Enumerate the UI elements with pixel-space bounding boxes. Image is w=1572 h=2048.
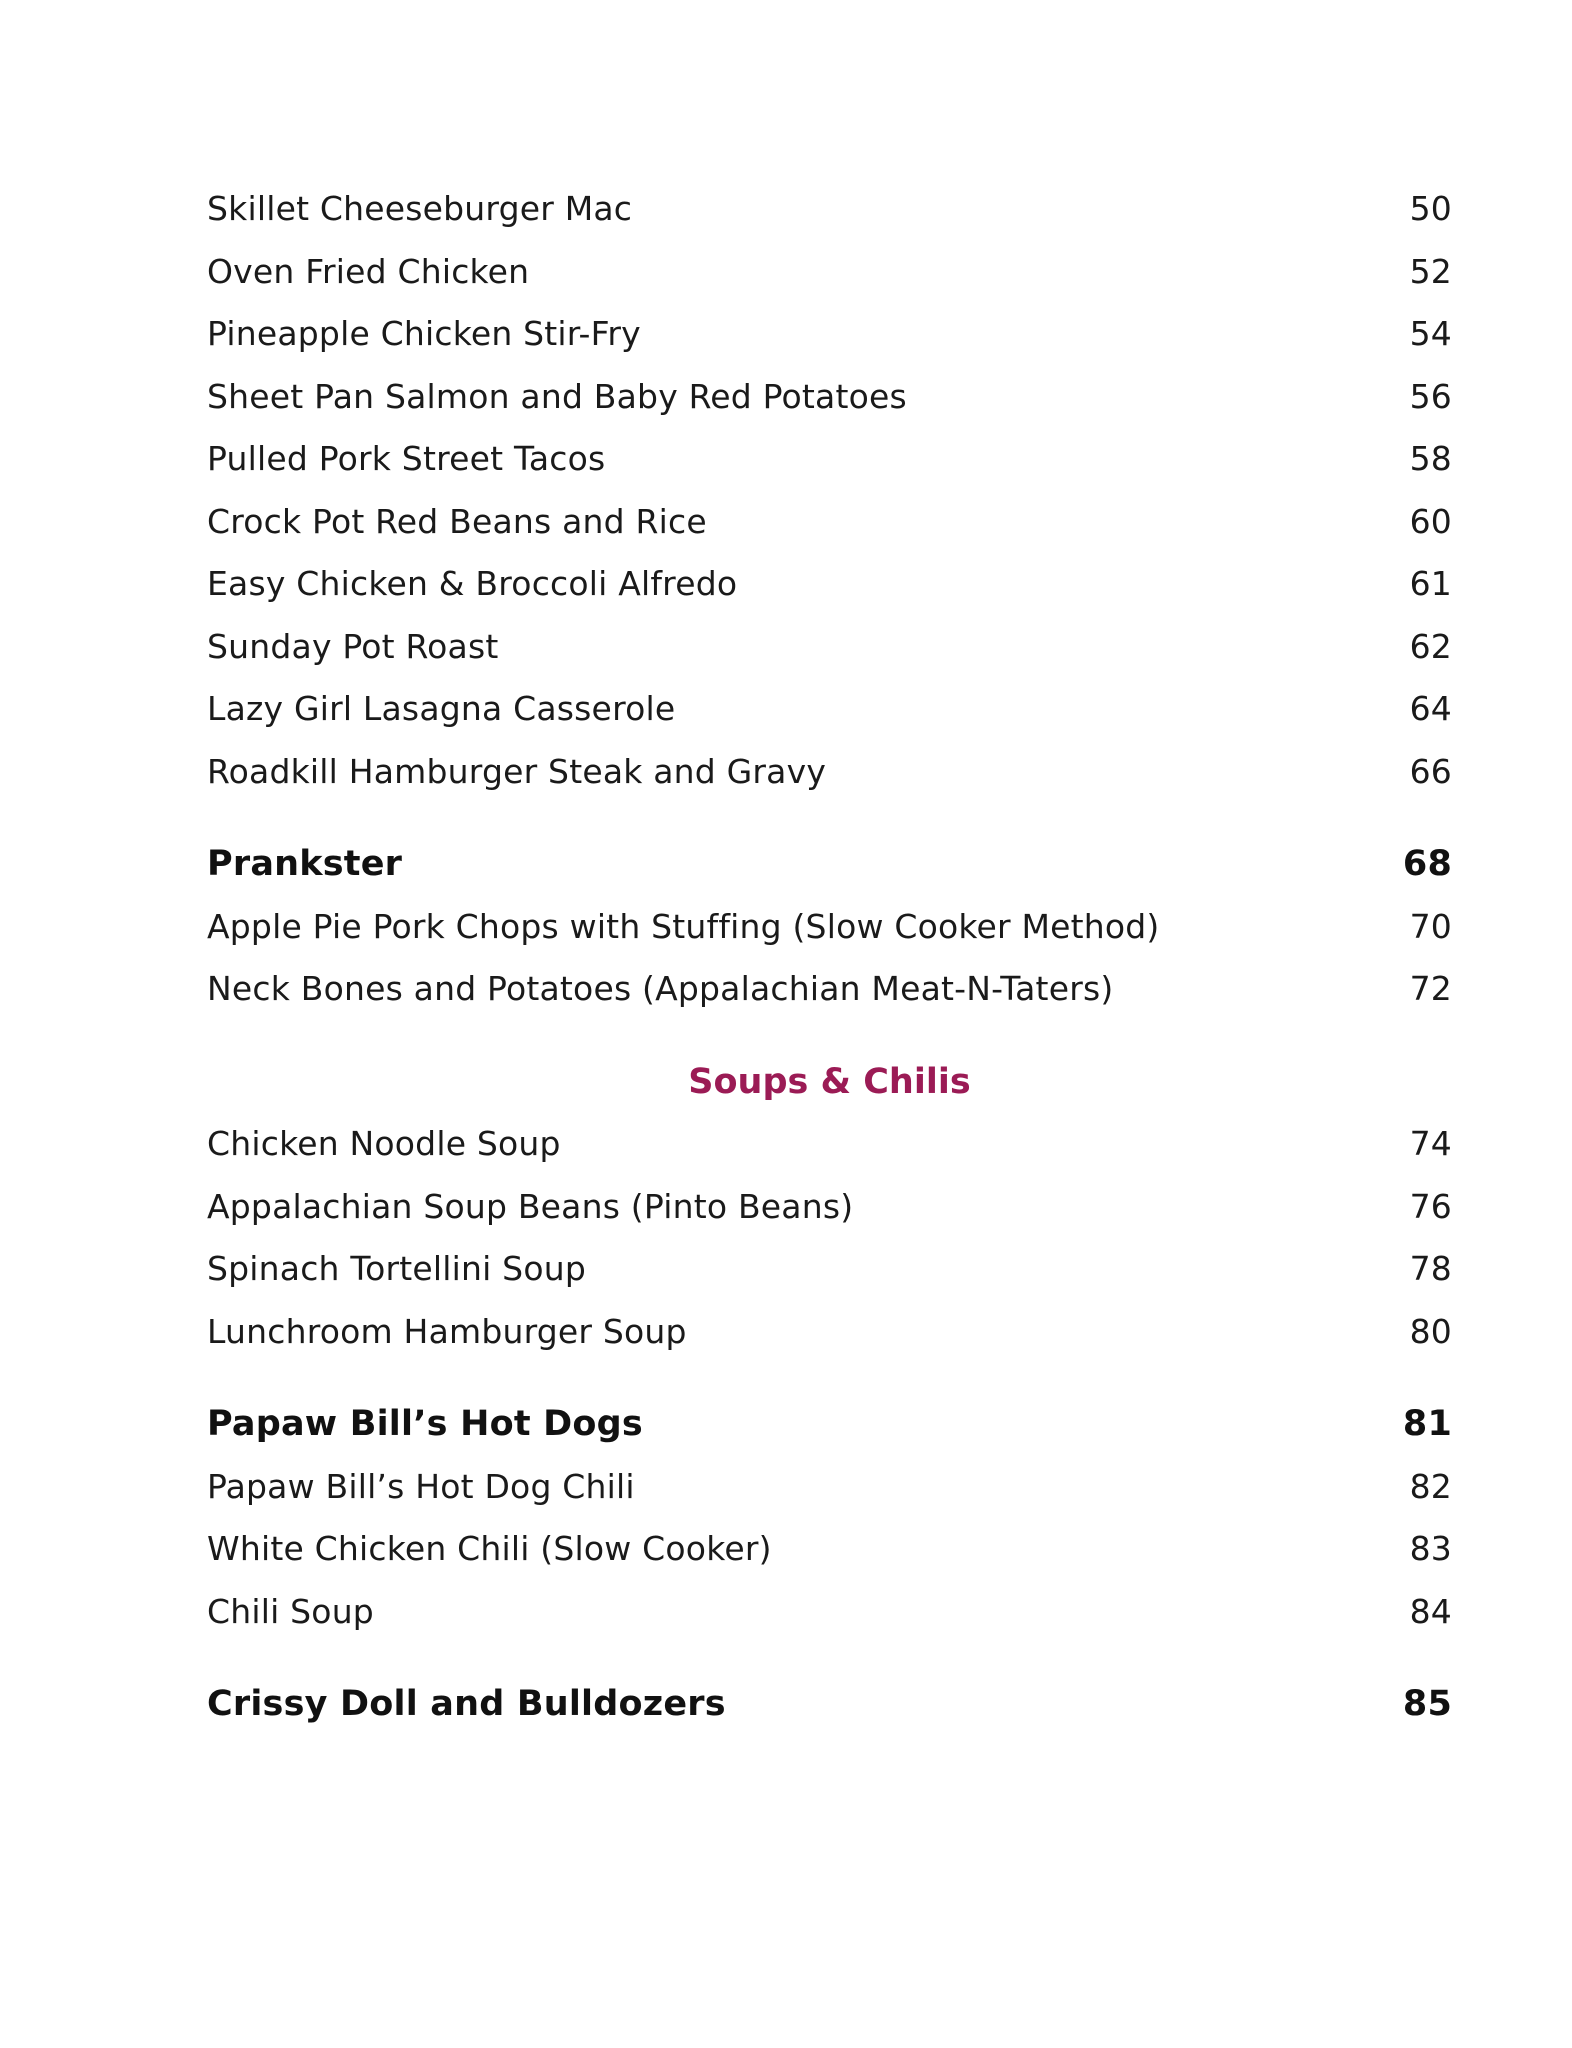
toc-entry [207, 1176, 1452, 1239]
toc-entry-title: Lunchroom Hamburger Soup [207, 1311, 687, 1351]
toc-entry-title: Oven Fried Chicken [207, 251, 530, 291]
toc-entry-title: Appalachian Soup Beans (Pinto Beans) [207, 1186, 854, 1226]
toc-entry-page: 64 [1409, 689, 1452, 728]
toc-entry [207, 958, 1452, 1021]
toc-chapter-page: 81 [1402, 1404, 1452, 1444]
toc-entry [207, 241, 1452, 304]
table-of-contents [207, 178, 1452, 1736]
toc-entry-page: 72 [1409, 969, 1452, 1008]
toc-chapter-page: 68 [1402, 844, 1452, 884]
toc-entry-page: 83 [1409, 1529, 1452, 1568]
spacer [207, 1363, 1452, 1393]
toc-entry-page: 78 [1409, 1249, 1452, 1288]
toc-entry-title: White Chicken Chili (Slow Cooker) [207, 1529, 772, 1568]
spacer [207, 1021, 1452, 1051]
toc-entry [207, 678, 1452, 741]
toc-entry-page: 82 [1409, 1466, 1452, 1506]
toc-entry [207, 1581, 1452, 1644]
toc-entry-page: 50 [1409, 189, 1452, 228]
toc-entry-title: Easy Chicken & Broccoli Alfredo [207, 564, 738, 603]
toc-entry [207, 1456, 1452, 1519]
toc-entry [207, 1113, 1452, 1176]
toc-entry [207, 553, 1452, 616]
toc-chapter-hotdogs [207, 1393, 1452, 1456]
toc-entry-page: 74 [1409, 1124, 1452, 1163]
toc-entry-title: Apple Pie Pork Chops with Stuffing (Slow Cooker Method) [207, 906, 1160, 946]
spacer [207, 803, 1452, 833]
toc-entry-page: 61 [1409, 564, 1452, 603]
toc-entry-title: Lazy Girl Lasagna Casserole [207, 689, 676, 728]
toc-entry-title: Chili Soup [207, 1591, 374, 1631]
toc-entry-title: Pulled Pork Street Tacos [207, 439, 606, 478]
toc-entry-title: Chicken Noodle Soup [207, 1124, 561, 1163]
toc-entry [207, 303, 1452, 366]
toc-entry-title: Papaw Bill’s Hot Dog Chili [207, 1466, 635, 1506]
section-heading-soups: Soups & Chilis [688, 1061, 971, 1102]
spacer [207, 1643, 1452, 1673]
toc-entry-title: Sunday Pot Roast [207, 626, 499, 666]
toc-entry-page: 76 [1409, 1186, 1452, 1226]
toc-entry [207, 741, 1452, 804]
toc-entry [207, 1518, 1452, 1581]
toc-chapter-page: 85 [1402, 1684, 1452, 1724]
toc-entry [207, 616, 1452, 679]
toc-entry-title: Roadkill Hamburger Steak and Gravy [207, 751, 827, 791]
toc-chapter-title: Papaw Bill’s Hot Dogs [207, 1404, 643, 1444]
toc-entry-page: 58 [1409, 439, 1452, 478]
toc-entry [207, 178, 1452, 241]
toc-entry-page: 60 [1409, 501, 1452, 541]
toc-entry [207, 1301, 1452, 1364]
toc-entry [207, 428, 1452, 491]
toc-entry-page: 62 [1409, 626, 1452, 666]
toc-entry [207, 491, 1452, 554]
toc-entry-page: 56 [1409, 376, 1452, 416]
toc-chapter-title: Crissy Doll and Bulldozers [207, 1684, 726, 1724]
toc-entry [207, 896, 1452, 959]
toc-chapter-title: Prankster [207, 844, 403, 884]
toc-entry-page: 84 [1409, 1591, 1452, 1631]
toc-entry-title: Pineapple Chicken Stir-Fry [207, 314, 641, 353]
toc-entry-page: 80 [1409, 1311, 1452, 1351]
toc-entry [207, 1238, 1452, 1301]
toc-entry-page: 54 [1409, 314, 1452, 353]
toc-chapter-prankster [207, 833, 1452, 896]
toc-entry-title: Spinach Tortellini Soup [207, 1249, 586, 1288]
toc-entry-title: Skillet Cheeseburger Mac [207, 189, 633, 228]
toc-entry-page: 66 [1409, 751, 1452, 791]
toc-entry-title: Crock Pot Red Beans and Rice [207, 501, 707, 541]
toc-entry [207, 366, 1452, 429]
toc-chapter-crissy [207, 1673, 1452, 1736]
toc-entry-title: Neck Bones and Potatoes (Appalachian Meat-N-Taters) [207, 969, 1114, 1008]
toc-entry-title: Sheet Pan Salmon and Baby Red Potatoes [207, 376, 907, 416]
toc-entry-page: 52 [1409, 251, 1452, 291]
toc-entry-page: 70 [1409, 906, 1452, 946]
